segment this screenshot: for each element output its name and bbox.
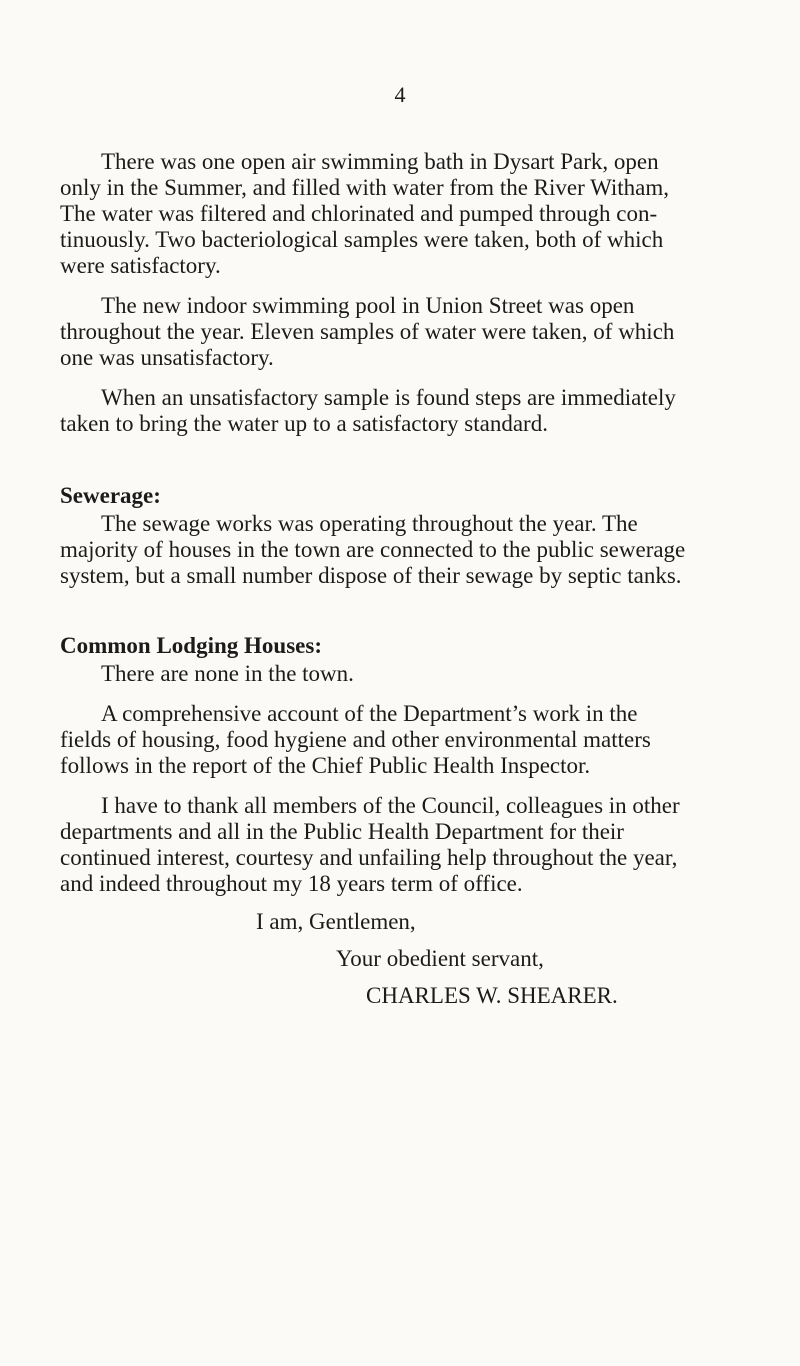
text-line: I have to thank all members of the Council, colleagues in other [101, 793, 680, 818]
text-line: throughout the year. Eleven samples of water were taken, of which [60, 319, 675, 344]
text-line: A comprehensive account of the Department’s work in the [101, 701, 638, 726]
text-line: departments and all in the Public Health Department for their [60, 819, 624, 844]
text-line: fields of housing, food hygiene and other environmental matters [60, 727, 651, 752]
page-number: 4 [394, 82, 406, 107]
text-line: When an unsatisfactory sample is found steps are immediately [101, 385, 676, 410]
text-line: majority of houses in the town are connected to the public sewerage [60, 537, 686, 562]
heading-common-lodging-houses: Common Lodging Houses: [60, 633, 322, 658]
text-line: system, but a small number dispose of their sewage by septic tanks. [60, 563, 682, 588]
valediction: Your obedient servant, [336, 946, 544, 971]
text-line: There was one open air swimming bath in Dysart Park, open [101, 149, 659, 174]
text-line: The new indoor swimming pool in Union Street was open [101, 293, 635, 318]
text-line: tinuously. Two bacteriological samples were taken, both of which [60, 227, 664, 252]
salutation: I am, Gentlemen, [256, 909, 416, 934]
text-line: only in the Summer, and filled with water from the River Witham, [60, 175, 670, 200]
text-line: taken to bring the water up to a satisfactory standard. [60, 411, 548, 436]
text-line: There are none in the town. [101, 661, 354, 686]
heading-sewerage: Sewerage: [60, 483, 161, 508]
text-line: one was unsatisfactory. [60, 345, 274, 370]
text-line: and indeed throughout my 18 years term of office. [60, 871, 523, 896]
text-line: The sewage works was operating throughout the year. The [101, 511, 638, 536]
text-line: follows in the report of the Chief Public Health Inspector. [60, 753, 591, 778]
text-line: The water was filtered and chlorinated and pumped through con- [60, 201, 658, 226]
text-line: were satisfactory. [60, 253, 221, 278]
signature: CHARLES W. SHEARER. [366, 983, 618, 1008]
text-line: continued interest, courtesy and unfailing help throughout the year, [60, 845, 678, 870]
